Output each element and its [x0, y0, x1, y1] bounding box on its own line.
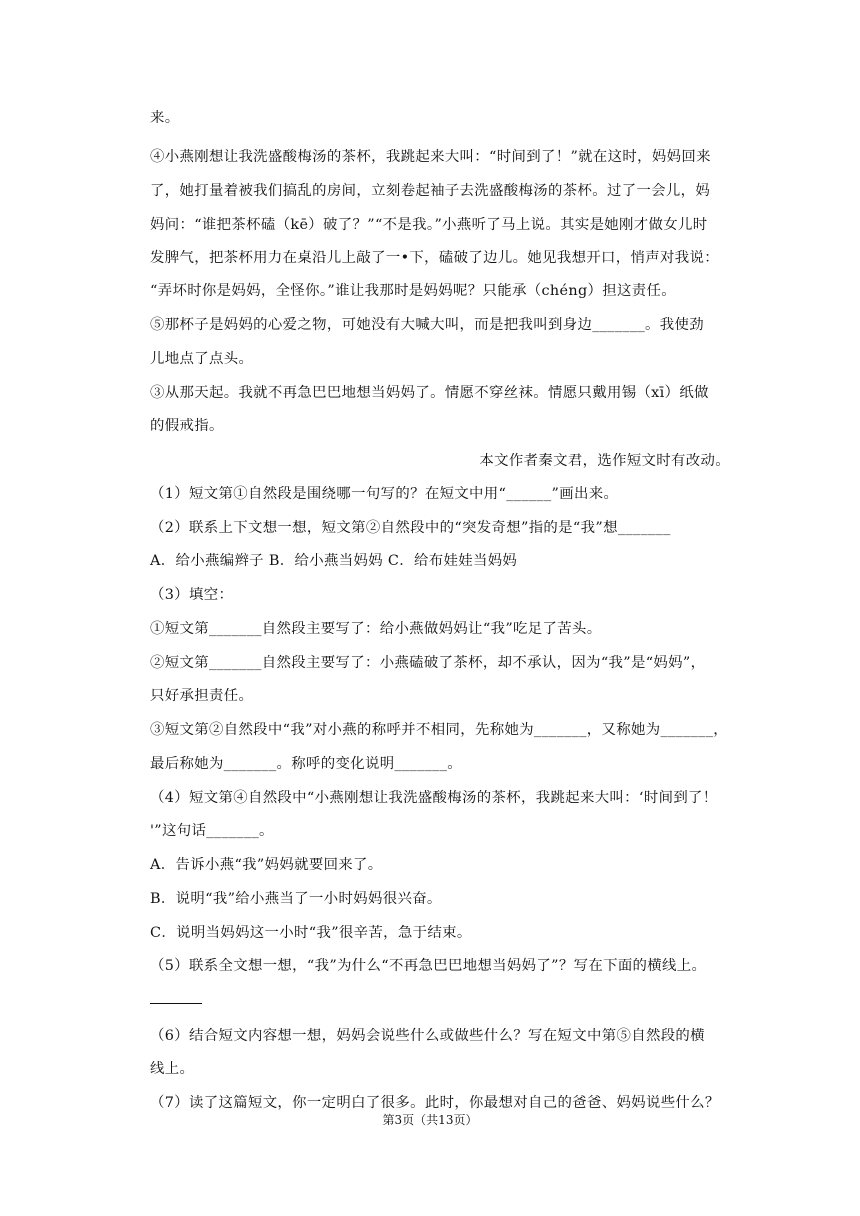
question-4-option-a: A．告诉小燕“我”妈妈就要回来了。	[150, 857, 383, 873]
text-line: ⑤那杯子是妈妈的心爱之物，可她没有大喊大叫，而是把我叫到身边_______。我使劲	[150, 317, 705, 333]
text-line: '”这句话_______。	[150, 823, 274, 839]
question-2-options: A．给小燕编辫子 B．给小燕当妈妈 C．给布娃娃当妈妈	[150, 553, 518, 569]
text-line: 线上。	[150, 1061, 195, 1077]
text-line: ④小燕刚想让我洗盛酸梅汤的茶杯，我跳起来大叫：“时间到了！”就在这时，妈妈回来	[150, 149, 711, 165]
question-4-option-c: C．说明当妈妈这一小时“我”很辛苦，急于结束。	[150, 925, 472, 941]
text-line: 发脾气，把茶杯用力在桌沿儿上敲了一•下，磕破了边儿。她见我想开口，悄声对我说：	[150, 250, 719, 266]
question-2: （2）联系上下文想一想，短文第②自然段中的“突发奇想”指的是“我”想_______	[150, 520, 671, 536]
text-line: 只好承担责任。	[150, 688, 254, 704]
text-line: 儿地点了点头。	[150, 351, 254, 367]
text-line: 的假戒指。	[150, 418, 224, 434]
question-5: （5）联系全文想一想，“我”为什么“不再急巴巴地想当妈妈了”？写在下面的横线上。	[150, 958, 707, 974]
text-line: 最后称她为_______。称呼的变化说明_______。	[150, 756, 463, 772]
question-7: （7）读了这篇短文，你一定明白了很多。此时，你最想对自己的爸爸、妈妈说些什么？	[150, 1095, 720, 1111]
question-3: （3）填空：	[150, 587, 234, 603]
question-3-item-3: ③短文第②自然段中“我”对小燕的称呼并不相同，先称她为_______，又称她为_______，	[150, 722, 729, 738]
page-number: 第3页（共13页）	[382, 1113, 478, 1127]
text-line: 了，她打量着被我们搞乱的房间，立刻卷起袖子去洗盛酸梅汤的茶杯。过了一会儿，妈	[150, 183, 711, 199]
text-line: ③从那天起。我就不再急巴巴地想当妈妈了。情愿不穿丝袜。情愿只戴用锡（xī）纸做	[150, 385, 709, 401]
text-line: 来。	[150, 110, 180, 126]
question-4: （4）短文第④自然段中“小燕刚想让我洗盛酸梅汤的茶杯，我跳起来大叫：‘时间到了！	[150, 790, 718, 806]
question-4-option-b: B．说明“我”给小燕当了一小时妈妈很兴奋。	[150, 891, 442, 907]
question-6: （6）结合短文内容想一想，妈妈会说些什么或做些什么？写在短文中第⑤自然段的横	[150, 1028, 705, 1044]
text-line: “弄坏时你是妈妈，全怪你。”谁让我那时是妈妈呢？只能承（chéng）担这责任。	[150, 283, 676, 299]
question-3-item-1: ①短文第_______自然段主要写了：给小燕做妈妈让“我”吃足了苦头。	[150, 621, 602, 637]
question-3-item-2: ②短文第_______自然段主要写了：小燕磕破了茶杯，却不承认，因为“我”是“妈妈”，	[150, 655, 706, 671]
answer-line[interactable]	[150, 990, 202, 1010]
author-note: 本文作者秦文君，选作短文时有改动。	[479, 453, 730, 469]
question-1: （1）短文第①自然段是围绕哪一句写的？在短文中用“______”画出来。	[150, 486, 619, 502]
text-line: 妈问：“谁把茶杯磕（kē）破了？”“不是我。”小燕听了马上说。其实是她刚才做女儿时	[150, 217, 708, 233]
